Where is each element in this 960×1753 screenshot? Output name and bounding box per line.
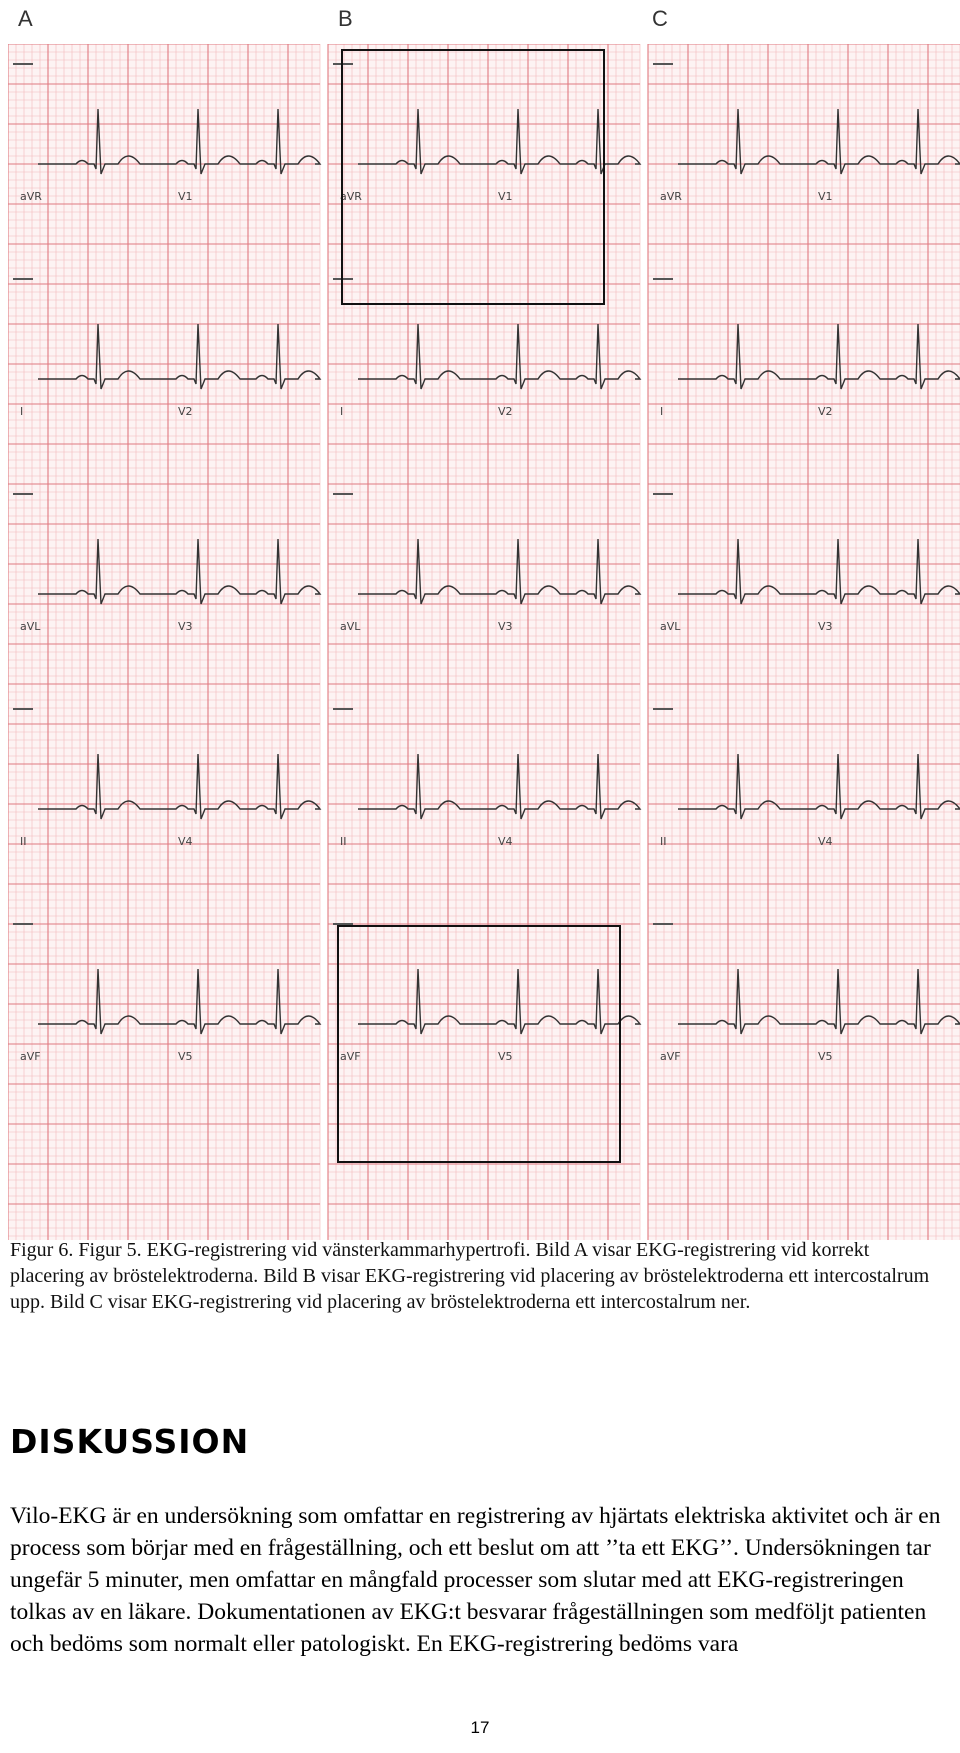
lead-label: aVR — [340, 190, 362, 203]
lead-label: aVF — [660, 1050, 681, 1063]
lead-label: I — [660, 405, 664, 418]
body-paragraph: Vilo-EKG är en undersökning som omfattar en registrering av hjärtats elektriska aktivitet och är en process som börjar med en frågeställning, och ett beslut om att ’’ta ett EKG’’. Undersökningen tar ungefär 5 minuter, men omfattar en mångfald processer som slutar med att EKG-registreringen tolkas av en läkare. Dokumentationen av EKG:t besvarar frågeställningen som medföljt patienten och bedöms som normalt eller patologiskt. En EKG-registrering bedöms vara — [10, 1503, 941, 1657]
page-number: 17 — [470, 1718, 490, 1737]
lead-label: V1 — [498, 190, 513, 203]
lead-label: V4 — [498, 835, 513, 848]
ekg-paper-B — [328, 44, 640, 1240]
figure-caption: Figur 6. Figur 5. EKG-registrering vid vänsterkammarhypertrofi. Bild A visar EKG-registrering vid korrekt placering av bröstelektroderna. Bild B visar EKG-registrering vid placering av bröstelektroderna ett intercostalrum upp. Bild C visar EKG-registrering vid placering av bröstelektroderna ett intercostalrum ner. — [10, 1239, 930, 1313]
lead-label: aVL — [660, 620, 681, 633]
lead-label: I — [340, 405, 344, 418]
lead-label: V5 — [498, 1050, 513, 1063]
section-heading: DISKUSSION — [10, 1422, 250, 1461]
ekg-figure — [8, 44, 960, 1240]
lead-label: aVR — [660, 190, 682, 203]
lead-label: aVL — [340, 620, 361, 633]
lead-label: V1 — [178, 190, 193, 203]
lead-label: V2 — [498, 405, 513, 418]
panel-letter-c: C — [652, 6, 668, 31]
lead-label: V5 — [818, 1050, 833, 1063]
lead-label: V4 — [818, 835, 833, 848]
lead-label: V2 — [818, 405, 833, 418]
panel-letter-b: B — [338, 6, 353, 31]
lead-label: V4 — [178, 835, 193, 848]
lead-label: II — [20, 835, 27, 848]
lead-label: I — [20, 405, 24, 418]
lead-label: aVL — [20, 620, 41, 633]
lead-label: V3 — [178, 620, 193, 633]
lead-label: aVF — [20, 1050, 41, 1063]
lead-label: II — [660, 835, 667, 848]
panel-letter-a: A — [18, 6, 33, 31]
lead-label: V3 — [818, 620, 833, 633]
lead-label: II — [340, 835, 347, 848]
lead-label: V5 — [178, 1050, 193, 1063]
lead-label: aVF — [340, 1050, 361, 1063]
lead-label: V1 — [818, 190, 833, 203]
ekg-paper-C — [648, 44, 960, 1240]
lead-label: V2 — [178, 405, 193, 418]
ekg-paper-A — [8, 44, 320, 1240]
lead-label: aVR — [20, 190, 42, 203]
lead-label: V3 — [498, 620, 513, 633]
